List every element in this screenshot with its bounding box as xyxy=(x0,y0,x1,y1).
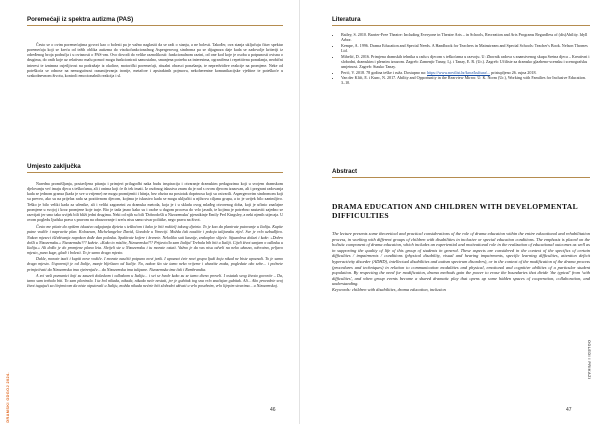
reference-link[interactable]: https://www.novilist.hr/kroz/kultura/... xyxy=(427,69,491,75)
section-title-autism: Poremećaji iz spektra autizma (PAS) xyxy=(27,16,283,26)
abstract-keywords: Keywords: children with disabilities, drama education, inclusion xyxy=(332,286,446,292)
abstract-text: The lecture presents some theoretical and practical considerations of the role of drama education within the entire educational and rehabilitation process, in working with different groups of children with disabilities in inclusive or special education conditions. The emphasis is placed on the holistic component of drama education, which includes an experiential and motivational role in the realization of educational outcomes as well as in supporting the quality of life of this group of students in general. These aspects are considered in the context of the specifics of certain difficulties / impairments / conditions (physical disability, visual and hearing impairments, specific learning difficulties, attention deficit hyperactivity disorder (ADHD), intellectual disabilities and autism spectrum disorders), or in the context of the modification of the drama process (procedures and techniques) in relation to communication modalities and physical, emotional and cognitive abilities of a particular student population. By respecting the need for modification, drama methods gain the power to erase the boundaries that divide 'the typical' from 'with difficulties', and when group events become a shared dramatic play that opens up some hidden spaces of cooperation, collaboration, and understanding. xyxy=(332,231,590,287)
reference-item: • Kempe, A. 1996. Drama Education and Special Needs. A Handbook for Teachers in Mainstream and Special Schools: Teacher's Book. Nelson Thornes Ltd. xyxy=(341,43,590,53)
reference-item xyxy=(341,70,590,75)
section-abstract xyxy=(332,168,590,293)
section-conclusion xyxy=(27,163,283,289)
autism-body xyxy=(27,42,283,78)
paragraph: A svi vaši poznanici koji su zauzeti dolaskom i odlaskom u Italiju... i svi se hvale kako su se tamo divno proveli. I ostatak svog života govorite – Da, tamo sam trebala biti. To sam planirala. I ta bol nikada, nikada, nikada neće nestati, jer je gubitak tog sna vrlo značajan gubitak. Ali... Ako provedete svoj život tugujući za činjenicom da niste otputovali u Italiju, možda nikada nećete biti slobodni uživati u vrlo posebnim, vrlo lijepim stvarima... u Nizozemskoj. xyxy=(27,272,283,288)
section-title-conclusion: Umjesto zaključka xyxy=(27,163,283,173)
section-title-abstract: Abstract xyxy=(332,168,590,178)
reference-access-date: pristupljeno 26. rujna 2018. xyxy=(490,69,537,75)
reference-text: Perić, V. 2018. 78 godina teške i ruža. Dostupno na: xyxy=(341,69,427,75)
paragraph: Često me pitate da opišem iskustvo odgajanja djeteta s teškoćom i kako je biti roditelj takvog djeteta. To je kao da planirate putovanje u Italiju. Kupite putne vodiče i napravite plan. Koloseum, Michelangelov David, Gondole u Veneciji. Možda čak naučite i pokoju talijansku riječ. Sve je vrlo uzbudljivo. Nakon mjeseci iščekivanja napokon dođe dan polaska. Spakirate kofere i krenete. Nekoliko sati kasnije, zrakoplov slijeće. Stjuardesa dolazi i kaže: »Dobro došli u Nizozemsku.« Nizozemsku?!? kažete. »Kako to mislite, Nizozemsku?!? Prijavio/la sam Italiju! Trebala bih biti u Italiji. Cijeli život sanjam o odlasku u Italiju.« Ali došlo je do promjene plana leta. Sletjeli ste u Nizozemsku i tu morate ostati. Važno je da vas nisu odveli na neko užasno, odvratno, prljavo mjesto, puno kuge, gladi i bolesti. To je samo drugo mjesto. xyxy=(27,224,283,256)
reference-item: • Van der Klift, E. i Kunc, N. 2017. Ability and Opportunity in the Rearview Mirror. U: K. Norm (Ur.), Working with Families for Inclusive Education. 3–10. xyxy=(341,75,590,85)
paragraph: Naredna promišljanja, postavljena pitanja i primjeri prilagodbi naka budu inspiracija i otvaranje dramskim pedagozima koji u svojem dramskom djelovanju već imaju djecu s teškoćama, ali i onima koji će ih tek imati. Iz osobnog iskustva znam da je rad s ovom djecom izazovan, ali i pregrant radovanja kada se jednom gransa (kada je sve u vrijeme) ne mogu promijeniti i hitnja, bez obzira na postotak doprinosa koji su ostvarili. Aspergerovim sindromom koji su preveo, ako su na prijelaz rada sa pozitivnom djecom, kojima je iskustvo kada se mogu uključiti u njihovu ciljanu grupu, a to je uvijek bilo zanimljivo. Teško je bilo veliki kada za učenike, ali i veliki zagonetni za dramska metoda, koja je i u skladu ovog mlađeg otvorenog doba, koji je učinio značajne promjene u svojoj i kroz promjene koje traje. Bio je tada jasno kako su i osobe u dugom procesu do vrlo jasnih, te kojima je potrebno nastaviti zajedno se razvijati jer smo tako uvijek bili bliži jedni drugima. Neki od njih su bili 'Dobrodošli u Nizozemsku' pjesnikinje Emily Perl Kingsley, a neki njenih utjecaja. U ovom pogledu ljudska prava s pravom na obrazovanje i sreću nisu samo stvar politike, nego prava na život. xyxy=(27,181,283,223)
side-label-left: DRAMSKI ODGOJ 2024. xyxy=(6,372,10,423)
reference-list xyxy=(332,32,590,86)
abstract-body xyxy=(332,231,590,293)
page-number-right: 47 xyxy=(566,407,572,413)
side-label-right: OGLEDI I PRIKAZI xyxy=(587,340,591,380)
paragraph: Često se o ovim poremećajima govori kao o bolesti pa je važno naglasiti da se radi o stanju, a ne bolesti. Također, ova stanja uključuju čitav spektar poremećaja koji se kreću od težih oblika autizma do visokofunkcionalnog Aspergerovog sindroma pa se dijagnoza daje kada se zadovolje kriteriji iz određenog broja područja i u ovisnosti o PAS-om. Ovo dovodi do velike raznolikosti: funkcionalnom razini, od one kod koje je osoba u potpunosti ovisna o drugima, do onih koje uz relativno malu pomoć mogu funkcionirati samostalno, smanjena potreba za interesima, ograničena i repetitivna ponašanja, neobični interesi te iznimna osjetljivost na podražaje iz okoline, motorički poremećaji, ritualni obrasci ponašanja, te nepredvidive reakcije na promjene. Neke od poteškoća se odnose na nemogućnost razumijevanja ironije, metafore i apstraktnih pojmova, nekoherentne komunikacijske vještine te poteškoće u svakodnevnom životu, kontroli emocionalnih reakcija i sl. xyxy=(27,42,283,78)
section-title-literature: Literatura xyxy=(332,16,590,26)
paragraph: Dakle, morate izaći i kupiti nove vodiče. I morate naučiti potpuno novi jezik. I upoznat ćete novi grupu ljudi koju nikad ne biste upoznali. To je samo drugo mjesto. Usporeniji je od Italije, manje blještavo od Italije. No, nakon što ste tamo neko vrijeme i uhvatite zraka, pogledate oko sebe... i počnete primjećivati da Nizozemska ima vjetrenjače... da Nizozemska ima tulipane. Nizozemska ima čak i Rembrandta. xyxy=(27,256,283,272)
reference-item: • Mihelić, D. 2016. Primjena dramskih tehnika u radu s djecom s teškoćama u razvoju. U: Zbornik radova s znanstvenog skupa Sretna djeca – Kreativni i slobodni, dramskim i plesnim izrazom. Zagreb: Zamenjir Tanay, Lj. i Tanay, E. R. (Ur.). Zagreb: Učiliste za dramsko glazbeno-scensku i scenografsku umjetnost. Zagreb: Stauko Tanay. xyxy=(341,54,590,69)
abstract-heading: DRAMA EDUCATION AND CHILDREN WITH DEVELOPMENTAL DIFFICULTIES xyxy=(332,202,578,220)
section-literature xyxy=(332,16,590,86)
section-autism xyxy=(27,16,283,79)
reference-item: • Bailey, S. 2010. Barrier-Free Theatre: Including Everyone in Theatre Arts – in Schools, Recreation and Arts Programs Regardless of (dis)Ability. Idyll Arbor. xyxy=(341,32,590,42)
conclusion-body xyxy=(27,181,283,222)
right-page xyxy=(300,0,600,424)
page-number-left: 46 xyxy=(270,407,276,413)
holland-poem xyxy=(27,224,283,288)
